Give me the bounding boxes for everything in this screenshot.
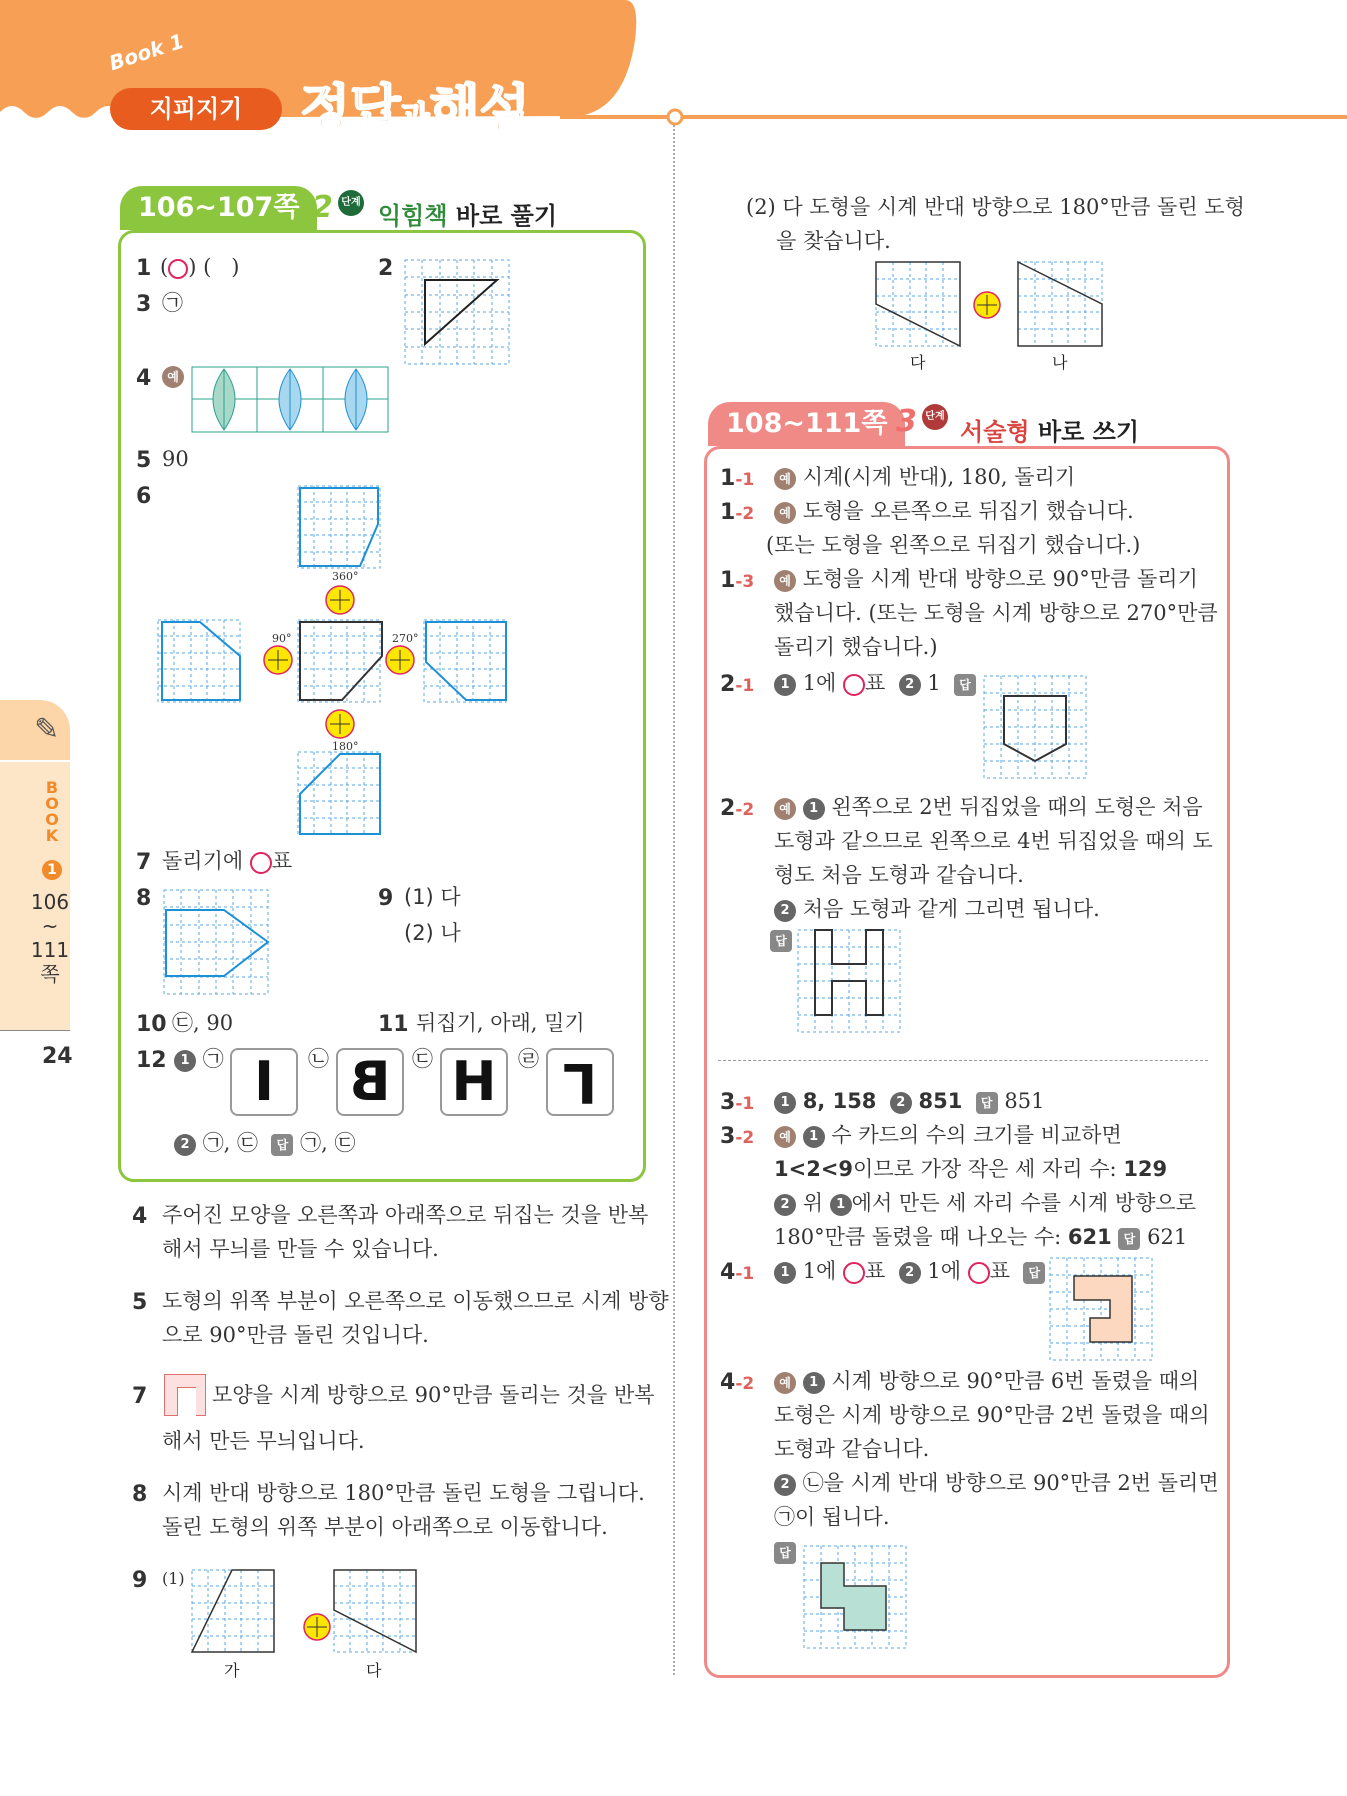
book-number: 1 <box>42 860 62 880</box>
q3-answer: ㉠ <box>162 291 183 315</box>
e4-line2: 해서 무늬를 만들 수 있습니다. <box>162 1237 439 1261</box>
side-tab <box>0 700 70 1030</box>
q4-2-line5: ㉠이 됩니다. <box>774 1505 890 1529</box>
e9-figure-da <box>334 1570 418 1654</box>
e7-line1: 모양을 시계 방향으로 90°만큼 돌리는 것을 반복 <box>212 1383 655 1407</box>
e7-shape-icon <box>164 1374 206 1416</box>
q12-step1: 1 ㉠ <box>174 1042 224 1076</box>
deg-360: 360° <box>332 570 359 583</box>
section2-tab: 108~111쪽 <box>708 402 905 446</box>
q4-2-line4: 2 ㉡을 시계 반대 방향으로 90°만큼 2번 돌리면 <box>774 1466 1219 1500</box>
e5-line1: 도형의 위쪽 부분이 오른쪽으로 이동했으므로 시계 방향 <box>162 1289 669 1313</box>
q5-num: 5 <box>136 448 152 473</box>
q9-answer-2: (2) 나 <box>404 921 461 945</box>
e8-line1: 시계 반대 방향으로 180°만큼 돌린 도형을 그립니다. <box>162 1481 645 1505</box>
q1-num: 1 <box>136 256 152 281</box>
q3-1-num: 3-1 <box>720 1090 755 1115</box>
q10-answer: ㉢, 90 <box>172 1011 234 1035</box>
label-na: 나 <box>1052 353 1068 372</box>
q5-answer: 90 <box>162 447 189 471</box>
notepad-icon: ✎ <box>34 712 60 747</box>
q4-1-num: 4-1 <box>720 1260 755 1285</box>
q2-2-answer-badge: 답 <box>770 930 792 952</box>
deg-270: 270° <box>392 632 419 645</box>
e5-line2: 으로 90°만큼 돌린 것입니다. <box>162 1323 429 1347</box>
q2-2-line4: 2 처음 도형과 같게 그리면 됩니다. <box>774 892 1100 926</box>
q3-2-line2: 1<2<9이므로 가장 작은 세 자리 수: 129 <box>774 1157 1168 1181</box>
card-3: H <box>440 1048 508 1116</box>
e9-part1: (1) <box>162 1569 185 1588</box>
q3-2-num: 3-2 <box>720 1124 755 1149</box>
e7-line2: 해서 만든 무늬입니다. <box>162 1429 365 1453</box>
page-range: 106 ~ 111 쪽 <box>30 890 70 986</box>
q4-num: 4 <box>136 366 152 391</box>
q3-1-answer: 1 8, 158 2 851 답 851 <box>774 1084 1044 1118</box>
q2-num: 2 <box>378 256 394 281</box>
q10-num: 10 <box>136 1012 167 1037</box>
q2-2-figure <box>798 930 902 1034</box>
q11-answer: 뒤집기, 아래, 밀기 <box>416 1011 585 1035</box>
q4-2-line1: 예 1 시계 방향으로 90°만큼 6번 돌렸을 때의 <box>774 1364 1199 1398</box>
e8-num: 8 <box>132 1482 148 1507</box>
e7-num: 7 <box>132 1384 148 1409</box>
e9-figure-ga <box>192 1570 276 1654</box>
e9-part2-line2: 을 찾습니다. <box>776 229 891 253</box>
series-label: 지피지기 <box>110 88 282 130</box>
q8-num: 8 <box>136 886 152 911</box>
e9-figure-da2 <box>876 262 962 348</box>
q4-2-figure <box>804 1546 908 1650</box>
q2-1-answer: 1 1에 표 2 1 답 <box>774 666 976 700</box>
q4-2-num: 4-2 <box>720 1370 755 1395</box>
q1-2-line1: 예 도형을 오른쪽으로 뒤집기 했습니다. <box>774 494 1134 528</box>
q12-num: 12 <box>136 1048 167 1073</box>
page-number-rule <box>0 1030 70 1031</box>
label-da: 다 <box>366 1661 382 1680</box>
q1-3-line3: 돌리기 했습니다.) <box>774 635 938 659</box>
page-number: 24 <box>42 1044 73 1069</box>
q2-grid-figure <box>405 260 510 365</box>
q1-3-line1: 예 도형을 시계 반대 방향으로 90°만큼 돌리기 <box>774 562 1198 596</box>
label-r: ㉣ <box>518 1047 539 1071</box>
section1-tab: 106~107쪽 <box>120 186 317 230</box>
q4-example-badge: 예 <box>162 366 184 388</box>
q4-1-figure <box>1050 1258 1154 1362</box>
column-divider <box>673 125 675 1675</box>
q1-2-line2: (또는 도형을 왼쪽으로 뒤집기 했습니다.) <box>766 533 1141 557</box>
label-n: ㉡ <box>308 1047 329 1071</box>
q2-2-line3: 형도 처음 도형과 같습니다. <box>774 863 1024 887</box>
e4-num: 4 <box>132 1204 148 1229</box>
book-vertical-label: BOOK <box>45 778 59 845</box>
q1-1-num: 1-1 <box>720 466 755 491</box>
deg-180: 180° <box>332 740 359 753</box>
header-title: 정답과해설 <box>300 80 530 140</box>
e4-line1: 주어진 모양을 오른쪽과 아래쪽으로 뒤집는 것을 반복 <box>162 1203 649 1227</box>
header-banner <box>0 0 1347 140</box>
q7-num: 7 <box>136 850 152 875</box>
e5-num: 5 <box>132 1290 148 1315</box>
q1-3-line2: 했습니다. (또는 도형을 시계 방향으로 270°만큼 <box>774 601 1218 625</box>
label-da2: 다 <box>910 353 926 372</box>
e9-figure-na <box>1018 262 1104 348</box>
card-1: I <box>230 1048 298 1116</box>
q2-1-num: 2-1 <box>720 672 755 697</box>
q4-2-line3: 도형과 같습니다. <box>774 1437 930 1461</box>
q2-2-num: 2-2 <box>720 796 755 821</box>
q8-grid-figure <box>164 890 270 996</box>
q4-2-answer-badge: 답 <box>774 1542 796 1564</box>
label-d: ㉢ <box>412 1047 433 1071</box>
q9-answer-1: (1) 다 <box>404 885 461 909</box>
q4-pattern-figure <box>192 367 390 433</box>
q2-2-line1: 예 1 왼쪽으로 2번 뒤집었을 때의 도형은 처음 <box>774 790 1203 824</box>
q11-num: 11 <box>378 1012 409 1037</box>
section2-divider <box>718 1060 1208 1061</box>
q1-1-answer: 예 시계(시계 반대), 180, 돌리기 <box>774 460 1075 494</box>
book-badge: Book 1 <box>106 28 187 76</box>
e8-line2: 돌린 도형의 위쪽 부분이 아래쪽으로 이동합니다. <box>162 1515 608 1539</box>
deg-90: 90° <box>272 632 292 645</box>
section1-title: 익힘책 바로 풀기 <box>378 202 558 230</box>
q4-1-answer: 1 1에 표 2 1에 표 답 <box>774 1254 1045 1288</box>
q12-step2: 2 ㉠, ㉢ 답 ㉠, ㉢ <box>174 1126 355 1160</box>
q4-2-line2: 도형은 시계 방향으로 90°만큼 2번 돌렸을 때의 <box>774 1403 1210 1427</box>
q3-2-line4: 180°만큼 돌렸을 때 나오는 수: 621 답 621 <box>774 1225 1188 1249</box>
q6-num: 6 <box>136 484 152 509</box>
q1-3-num: 1-3 <box>720 568 755 593</box>
q9-num: 9 <box>378 886 394 911</box>
e9-dial2 <box>972 290 1002 320</box>
e9-part2-line1: (2) 다 도형을 시계 반대 방향으로 180°만큼 돌린 도형 <box>746 195 1245 219</box>
q1-answer: ( ) ( ) <box>160 255 240 279</box>
q3-2-line1: 예 1 수 카드의 수의 크기를 비교하면 <box>774 1118 1122 1152</box>
q6-rotation-figure <box>160 484 510 824</box>
q3-2-line3: 2 위 1 에서 만든 세 자리 수를 시계 방향으로 <box>774 1186 1196 1220</box>
label-ga: 가 <box>224 1661 240 1680</box>
q2-2-line2: 도형과 같으므로 왼쪽으로 4번 뒤집었을 때의 도 <box>774 829 1213 853</box>
section1-step-icon: 2 단계 <box>312 190 364 225</box>
q1-2-num: 1-2 <box>720 500 755 525</box>
card-4: L <box>546 1048 614 1116</box>
q7-answer: 돌리기에 표 <box>162 849 293 873</box>
q2-1-figure <box>984 676 1088 780</box>
section2-step-icon: 3 단계 <box>896 404 948 439</box>
card-2: B <box>336 1048 404 1116</box>
section2-title: 서술형 바로 쓰기 <box>960 418 1140 446</box>
e9-num: 9 <box>132 1568 148 1593</box>
e9-dial <box>302 1612 332 1642</box>
q3-num: 3 <box>136 292 152 317</box>
